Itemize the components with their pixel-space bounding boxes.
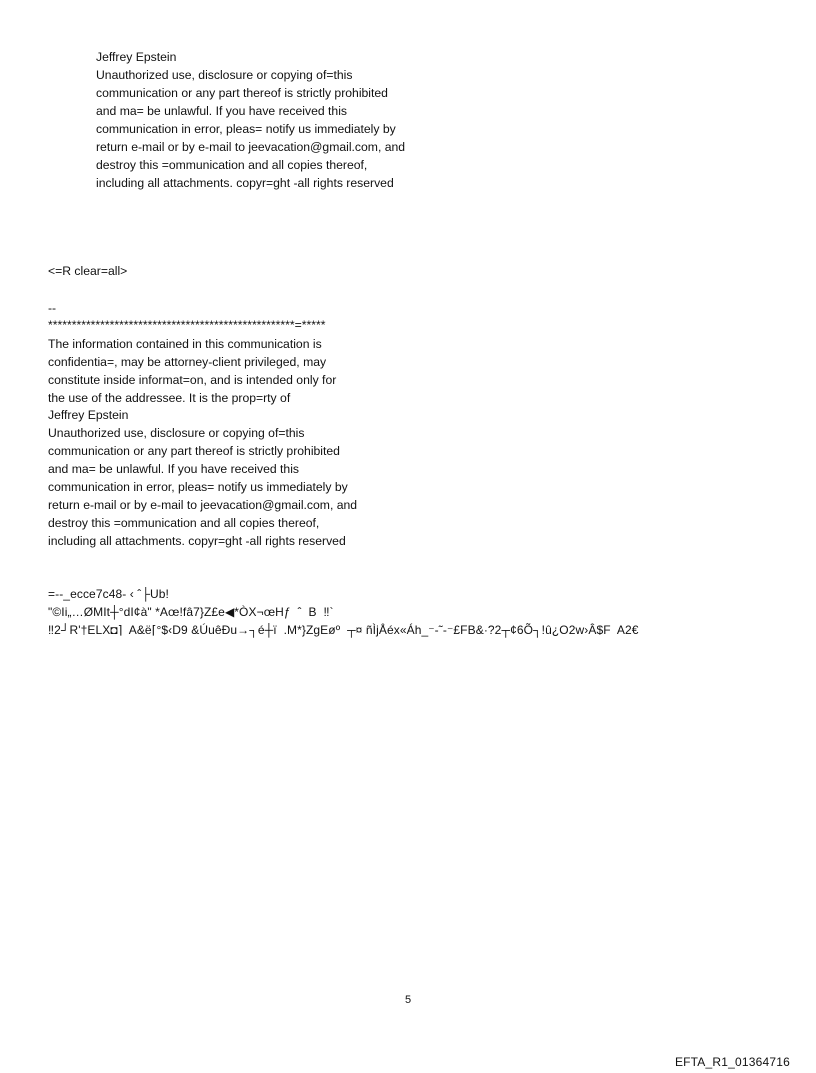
clear-tag-artifact: <=R clear=all> [48,264,128,278]
notice-line: The information contained in this communication is [48,337,322,351]
notice-line: including all attachments. copyr=ght -all rights reserved [48,534,346,548]
notice-line: Unauthorized use, disclosure or copying of=this [48,426,305,440]
garbled-text-line: "©Ii„…ØMIt┼°dI¢à" *Aœ!fâ7}Z£e◀*ÒX¬œHƒ ˆ B ‼` [48,605,334,619]
disclaimer-line: communication or any part thereof is strictly prohibited [96,86,388,100]
disclaimer-line: including all attachments. copyr=ght -all rights reserved [96,176,394,190]
disclaimer-line: destroy this =ommunication and all copies thereof, [96,158,368,172]
disclaimer-line: Unauthorized use, disclosure or copying of=this [96,68,353,82]
notice-line: confidentia=, may be attorney-client privileged, may [48,355,327,369]
notice-line: communication in error, pleas= notify us immediately by [48,480,348,494]
garbled-text-line: =--_ecce7c48- ‹ ˆ├Ub! [48,587,169,601]
signature-name: Jeffrey Epstein [96,50,177,64]
separator-dash: -- [48,301,57,315]
disclaimer-line: communication in error, pleas= notify us immediately by [96,122,396,136]
notice-line: communication or any part thereof is strictly prohibited [48,444,340,458]
notice-line: the use of the addressee. It is the prop=rty of [48,391,291,405]
garbled-text-line: ‼2┘R'†ELX◘⌉ A&ë⌈°$‹D9 &ÚuêÐu→┐é┼ï .M*}ZgEøº ┬¤ ñÌjÅéx«Áh_⁻-˜-⁻£FB&·?2┬¢6Õ┐!û¿O2w›Â$F A2€ [48,623,639,637]
notice-line: return e-mail or by e-mail to jeevacation@gmail.com, and [48,498,358,512]
disclaimer-line: return e-mail or by e-mail to jeevacation@gmail.com, and [96,140,406,154]
disclaimer-line: and ma= be unlawful. If you have received this [96,104,348,118]
notice-line: and ma= be unlawful. If you have received this [48,462,300,476]
notice-line: Jeffrey Epstein [48,408,129,422]
notice-line: destroy this =ommunication and all copies thereof, [48,516,320,530]
separator-stars: ****************************************************=***** [48,318,326,332]
notice-line: constitute inside informat=on, and is intended only for [48,373,337,387]
page-number: 5 [404,994,412,1006]
bates-number: EFTA_R1_01364716 [674,1055,790,1069]
